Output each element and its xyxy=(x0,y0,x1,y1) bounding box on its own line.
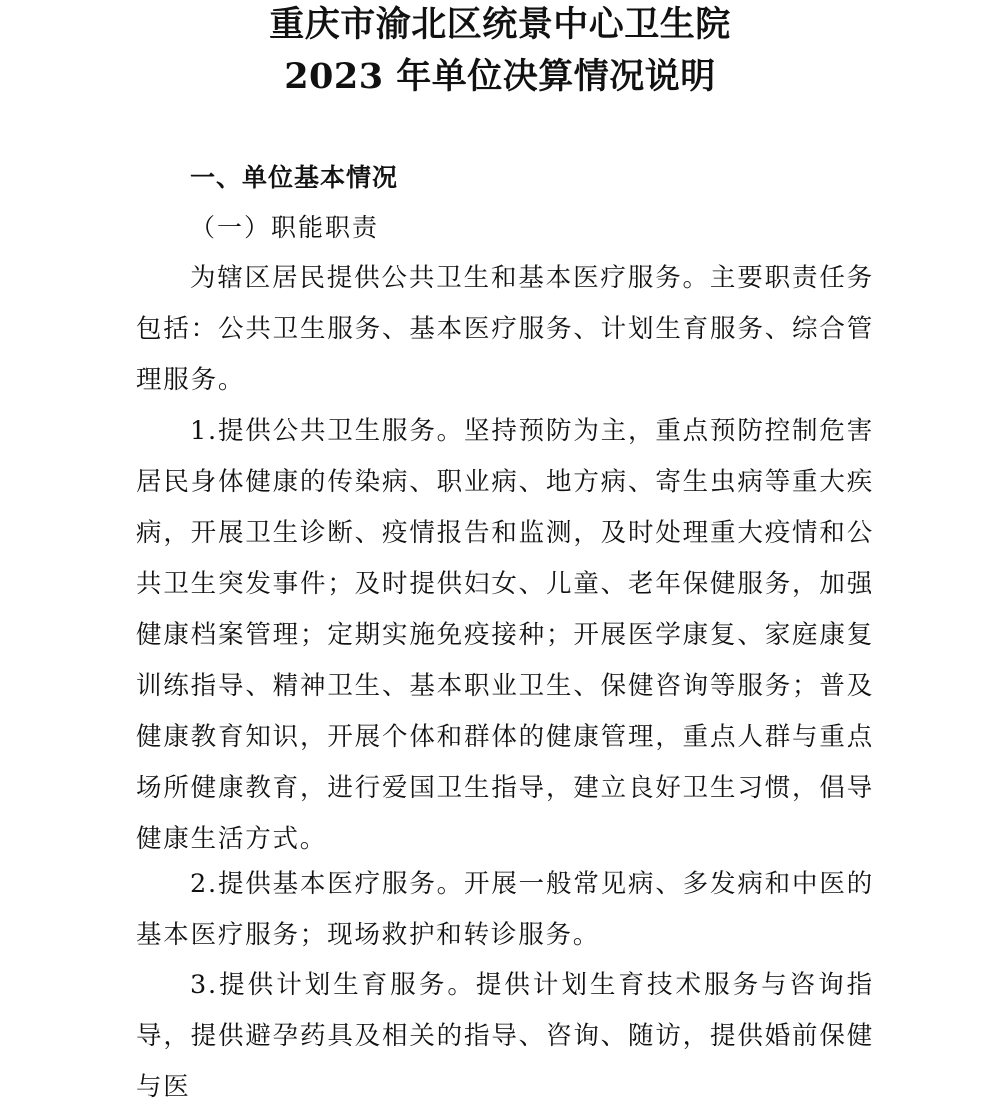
paragraph-intro: 为辖区居民提供公共卫生和基本医疗服务。主要职责任务包括：公共卫生服务、基本医疗服务、计划生育服务、综合管理服务。 xyxy=(136,263,874,395)
paragraph-public-health: 1.提供公共卫生服务。坚持预防为主，重点预防控制危害居民身体健康的传染病、职业病、地方病、寄生虫病等重大疾病，开展卫生诊断、疫情报告和监测，及时处理重大疫情和公共卫生突发事件；及时提供妇女、儿童、老年保健服务，加强健康档案管理；定期实施免疫接种；开展医学康复、家庭康复训练指导、精神卫生、基本职业卫生、保健咨询等服务；普及健康教育知识，开展个体和群体的健康管理，重点人群与重点场所健康教育，进行爱国卫生指导，建立良好卫生习惯，倡导健康生活方式。 xyxy=(136,416,874,854)
subsection-heading: （一）职能职责 xyxy=(190,213,380,242)
paragraph-family-planning: 3.提供计划生育服务。提供计划生育技术服务与咨询指导，提供避孕药具及相关的指导、咨询、随访，提供婚前保健与医 xyxy=(136,970,874,1102)
document-title-line-2: 2023 年单位决算情况说明 xyxy=(284,56,716,97)
paragraph-basic-medical: 2.提供基本医疗服务。开展一般常见病、多发病和中医的基本医疗服务；现场救护和转诊服务。 xyxy=(136,869,874,950)
section-heading: 一、单位基本情况 xyxy=(190,163,399,192)
document-title-line-1: 重庆市渝北区统景中心卫生院 xyxy=(269,4,731,45)
